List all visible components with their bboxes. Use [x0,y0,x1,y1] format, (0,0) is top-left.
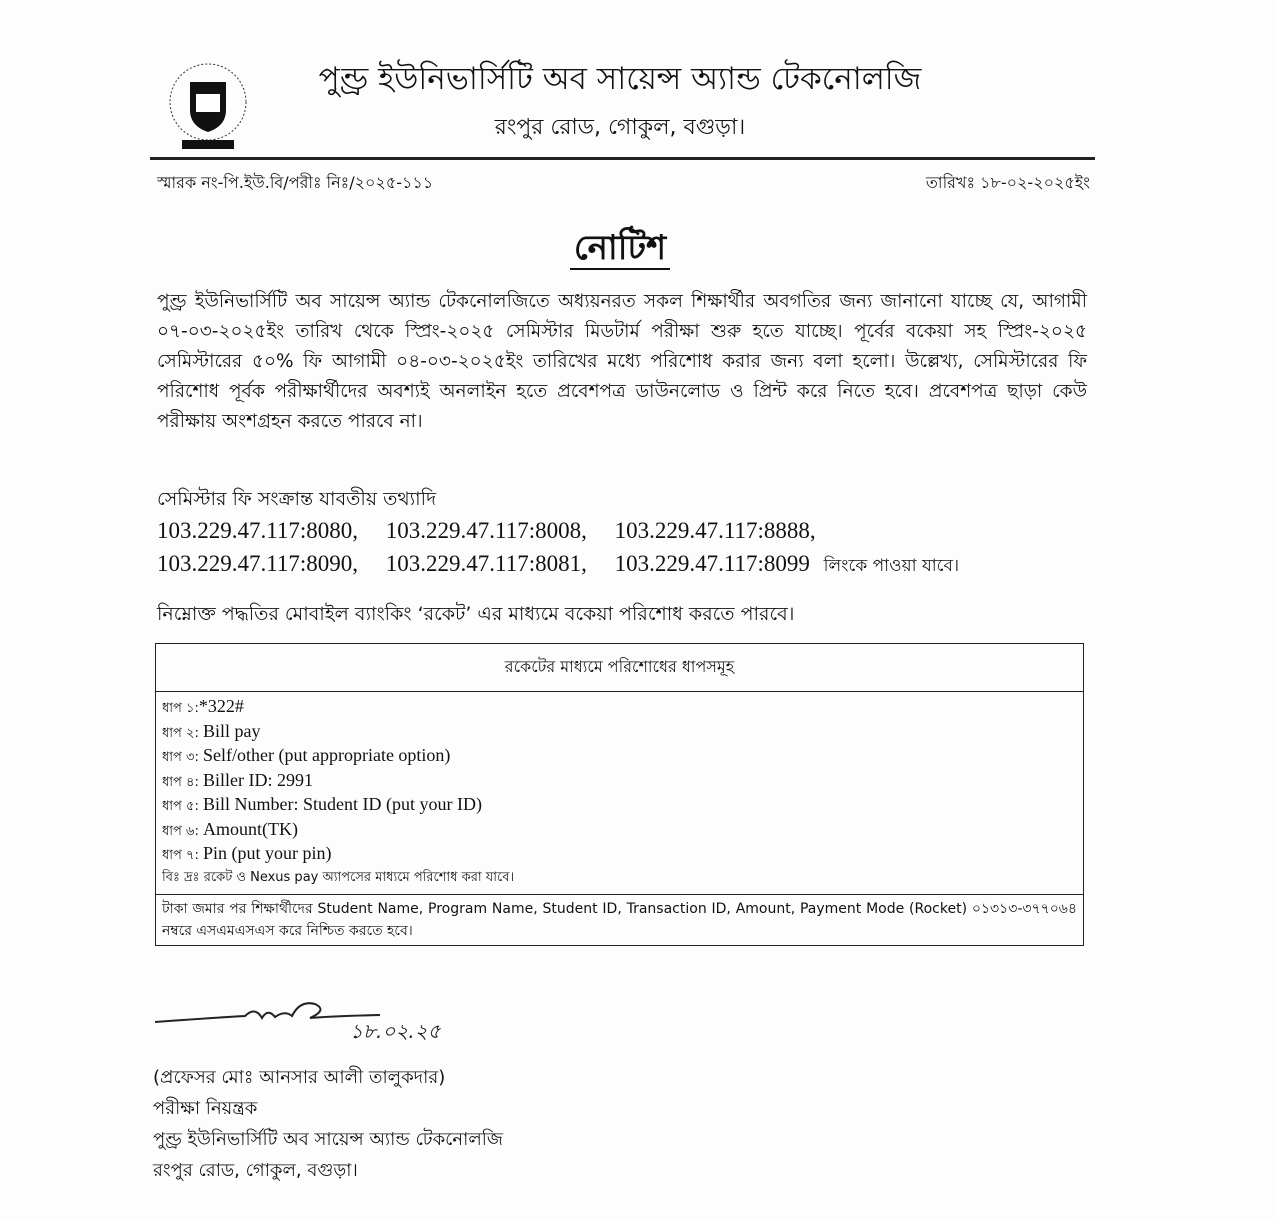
signature-date: ১৮.০২.২৫ [350,1019,441,1040]
memo-number: স্মারক নং-পি.ইউ.বি/পরীঃ নিঃ/২০২৫-১১১ [157,173,434,192]
rocket-steps-table [155,643,1084,946]
fee-links [157,514,981,583]
memo-date: তারিখঃ ১৮-০২-২০২৫ইং [925,173,1090,192]
fee-link[interactable]: 103.229.47.117:8090, [157,551,359,576]
table-footer: টাকা জমার পর শিক্ষার্থীদের Student Name, Program Name, Student ID, Transaction ID, Amount, Payment Mode (Rocket) ০১৩১৩-৩৭৭০৬৪ নম্বরে এসএমএসএস করে নিশ্চিত করতে হবে। [156,894,1083,945]
step-row: ধাপ ৫: Bill Number: Student ID (put your ID) [162,794,482,814]
step-row: ধাপ ৬: Amount(TK) [162,818,298,839]
rocket-intro: নিম্নোক্ত পদ্ধতির মোবাইল ব্যাংকিং ‘রকেট’ এর মাধ্যমে বকেয়া পরিশোধ করতে পারবে। [157,603,795,625]
handwritten-signature [150,990,530,1040]
step-row: ধাপ ৪: Biller ID: 2991 [162,769,313,790]
fee-links-suffix: লিংকে পাওয়া যাবে। [823,556,960,576]
fee-link[interactable]: 103.229.47.117:8099 [614,551,810,576]
table-title: রকেটের মাধ্যমে পরিশোধের ধাপসমূহ [156,644,1083,692]
university-logo [162,60,254,152]
step-row: ধাপ ৩: Self/other (put appropriate option) [162,745,451,765]
notice-title: নোটিশ [0,222,1240,279]
fee-link[interactable]: 103.229.47.117:8080, [157,518,359,543]
step-row: ধাপ ৭: Pin (put your pin) [162,843,332,863]
signatory-name: (প্রফেসর মোঃ আনসার আলী তালুকদার) [153,1067,446,1088]
signatory-address: রংপুর রোড, গোকুল, বগুড়া। [153,1160,358,1181]
steps-list [156,692,1083,894]
notice-body: পুণ্ড্র ইউনিভার্সিটি অব সায়েন্স অ্যান্ড টেকনোলজিতে অধ্যয়নরত সকল শিক্ষার্থীর অবগতির জন্য জানানো যাচ্ছে যে, আগামী ০৭-০৩-২০২৫ইং তারিখ থেকে স্প্রিং-২০২৫ সেমিস্টার মিডটার্ম পরীক্ষা শুরু হতে যাচ্ছে। পূর্বের বকেয়া সহ স্প্রিং-২০২৫ সেমিস্টারের ৫০% ফি আগামী ০৪-০৩-২০২৫ইং তারিখের মধ্যে পরিশোধ করার জন্য বলা হলো। উল্লেখ্য, সেমিস্টারের ফি পরিশোধ পূর্বক পরীক্ষার্থীদের অবশ্যই অনলাইন হতে প্রবেশপত্র ডাউনলোড ও প্রিন্ট করে নিতে হবে। প্রবেশপত্র ছাড়া কেউ পরীক্ষায় অংশগ্রহন করতে পারবে না। [157,291,1087,432]
step-row: ধাপ ১:*322# [162,696,244,716]
fee-link[interactable]: 103.229.47.117:8888, [614,518,816,543]
university-name: পুণ্ড্র ইউনিভার্সিটি অব সায়েন্স অ্যান্ড টেকনোলজি [318,61,922,97]
step-note: বিঃ দ্রঃ রকেট ও Nexus pay অ্যাপসের মাধ্যমে পরিশোধ করা যাবে। [162,869,515,885]
fee-link[interactable]: 103.229.47.117:8008, [385,518,587,543]
fee-link[interactable]: 103.229.47.117:8081, [385,551,587,576]
signatory-block [153,1062,503,1186]
university-address: রংপুর রোড, গোকুল, বগুড়া। [494,115,746,140]
fee-info-label: সেমিস্টার ফি সংক্রান্ত যাবতীয় তথ্যাদি [157,488,437,510]
signatory-university: পুণ্ড্র ইউনিভার্সিটি অব সায়েন্স অ্যান্ড টেকনোলজি [153,1129,504,1150]
signatory-designation: পরীক্ষা নিয়ন্ত্রক [153,1098,258,1119]
header-divider [150,157,1095,160]
step-row: ধাপ ২: Bill pay [162,720,261,741]
